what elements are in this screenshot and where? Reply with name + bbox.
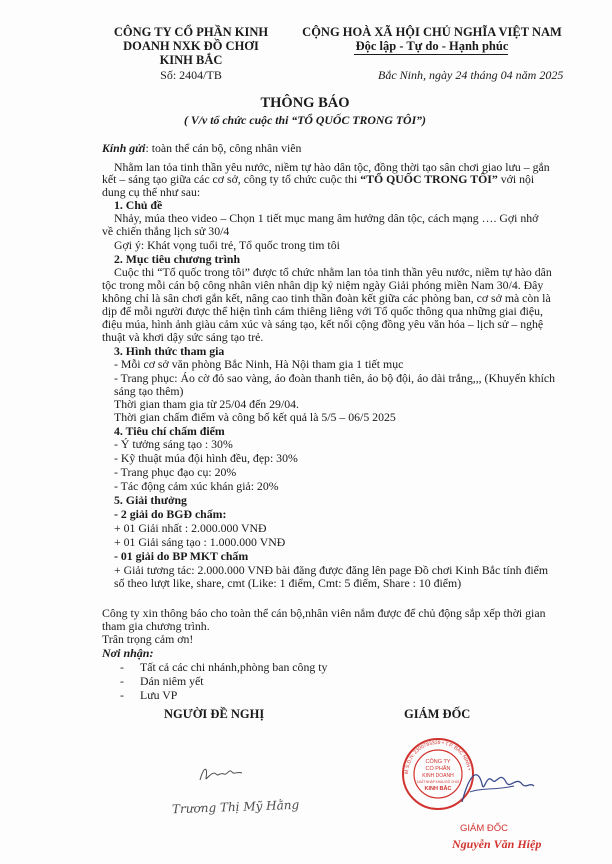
section-2-line-1: Cuộc thi “Tổ quốc trong tôi” được tổ chức nhằm lan tỏa tinh thần yêu nước, niềm tự hào dân	[114, 265, 552, 279]
prize-item: + Giải tương tác: 2.000.000 VNĐ bài đăng được đăng lên page Đồ chơi Kinh Bắc tính điểm	[114, 563, 549, 577]
intro-line-3: dung cụ thể như sau:	[102, 185, 201, 199]
section-2-line-3: không chỉ là sân chơi gắn kết, nâng cao tinh thần đoàn kết giữa các phòng ban, cơ sở mà còn là	[102, 291, 551, 305]
criteria-item: - Kỹ thuật múa đội hình đều, đẹp: 30%	[114, 451, 298, 465]
criteria-item: - Tác động cảm xúc khán giả: 20%	[114, 479, 279, 493]
intro-line-1: Nhằm lan tỏa tinh thần yêu nước, niềm tự hào dân tộc, đồng thời tạo sân chơi giao lưu – gắn	[114, 160, 550, 174]
section-2-line-5: điệu múa, hình ảnh giàu cảm xúc và sáng tạo, kết nối cộng đồng yêu văn hóa – lịch sử – nghệ	[102, 317, 544, 331]
section-1-heading: 1. Chủ đề	[114, 198, 163, 212]
greeting-text: : toàn thể cán bộ, công nhân viên	[145, 141, 302, 155]
seal-text: CỔ PHẦN	[425, 766, 451, 772]
seal-text: KINH BẮC	[424, 786, 452, 792]
document-number: Số: 2404/TB	[160, 68, 222, 82]
section-5-heading: 5. Giải thưởng	[114, 493, 187, 507]
company-name-line1: CÔNG TY CỔ PHẦN KINH	[113, 25, 269, 39]
section-3-line-4: Thời gian tham gia từ 25/04 đến 29/04.	[114, 397, 299, 411]
prize-group-bgd: - 2 giải do BGĐ chấm:	[114, 507, 227, 521]
section-3-line-5: Thời gian chấm điểm và công bố kết quả là 5/5 – 06/5 2025	[114, 410, 396, 424]
section-3-heading: 3. Hình thức tham gia	[114, 344, 225, 358]
section-2-line-4: dịp để mỗi người được thể hiện tình cảm thiêng liêng với Tổ quốc thông qua những giai điệu,	[102, 304, 543, 318]
motto-underline	[354, 54, 508, 55]
prize-item: + 01 Giải nhất : 2.000.000 VNĐ	[114, 521, 267, 535]
nation-title: CỘNG HOÀ XÃ HỘI CHỦ NGHĨA VIỆT NAM	[302, 25, 562, 39]
recipients-heading: Nơi nhận:	[102, 646, 154, 660]
place-date: Bắc Ninh, ngày 24 tháng 04 năm 2025	[378, 68, 564, 82]
recipient-item: Lưu VP	[140, 688, 178, 702]
proposer-name-handwritten: Trương Thị Mỹ Hằng	[171, 797, 300, 817]
seal-text: KINH DOANH	[422, 773, 454, 779]
director-signature	[456, 762, 536, 814]
section-1-line-3: Gợi ý: Khát vọng tuổi trẻ, Tổ quốc trong tim tôi	[114, 238, 340, 252]
nation-motto: Độc lập - Tự do - Hạnh phúc	[355, 39, 509, 53]
seal-ring-text: M.S.D.N: 2300783329 • T.P. BẮC NINH •	[403, 739, 472, 775]
seal-text: XUẤT NHẬP KHẨU ĐỒ CHƠI	[416, 780, 460, 784]
section-3-line-2: - Trang phục: Áo cờ đỏ sao vàng, áo đoàn thanh tiên, áo bộ đội, áo dài trắng,,, (Khuyến khích	[114, 371, 555, 385]
recipient-item: Tất cả các chi nhánh,phòng ban công ty	[140, 660, 328, 674]
director-title: GIÁM ĐỐC	[404, 707, 471, 721]
prize-item: + 01 Giải sáng tạo : 1.000.000 VNĐ	[114, 535, 286, 549]
document-subtitle: ( V/v tổ chức cuộc thi “TỔ QUỐC TRONG TÔI”)	[183, 113, 426, 127]
document-title: THÔNG BÁO	[260, 95, 350, 111]
closing-line-1: Công ty xin thông báo cho toàn thể cán bộ,nhân viên nắm được để chủ động sắp xếp thời gian	[102, 606, 546, 620]
proposer-title: NGƯỜI ĐỀ NGHỊ	[164, 707, 265, 721]
section-3-line-1: - Mỗi cơ sở văn phòng Bắc Ninh, Hà Nội tham gia 1 tiết mục	[114, 357, 404, 371]
intro-text: kết – sáng tạo giữa các cơ sở, công ty tổ chức cuộc thi	[102, 172, 361, 186]
director-name: Nguyễn Văn Hiệp	[452, 837, 542, 851]
company-name-line2: DOANH NXK ĐỒ CHƠI	[123, 39, 259, 53]
company-name-block	[108, 25, 274, 67]
section-4-heading: 4. Tiêu chí chấm điểm	[114, 424, 225, 438]
seal-text: CÔNG TY	[425, 759, 451, 765]
criteria-item: - Ý tưởng sáng tạo : 30%	[114, 437, 233, 451]
closing-line-2: tham gia chương trình.	[102, 619, 210, 633]
criteria-item: - Trang phục đạo cụ: 20%	[114, 465, 237, 479]
section-3-line-3: sáng tạo thêm)	[114, 384, 184, 398]
recipient-bullet: -	[120, 660, 124, 674]
section-2-line-2: tộc trong mỗi cán bộ công nhân viên nhân dịp kỷ niệm ngày Giải phóng miền Nam 30/4. Đây	[102, 278, 544, 292]
section-1-line-2: về chiến thắng lịch sử 30/4	[102, 224, 230, 238]
recipient-bullet: -	[120, 688, 124, 702]
greeting-label: Kính gửi	[102, 141, 146, 155]
section-2-heading: 2. Mục tiêu chương trình	[114, 252, 241, 266]
section-2-line-6: thuật và khơi dậy sức sáng tạo trẻ.	[102, 330, 264, 344]
company-name-line3: KINH BẮC	[159, 53, 223, 67]
recipient-item: Dán niêm yết	[140, 674, 204, 688]
proposer-initial-signature	[196, 762, 246, 786]
prize-item-cont: số theo lượt like, share, cmt (Like: 1 điểm, Cmt: 5 điểm, Share : 10 điểm)	[114, 576, 462, 590]
greeting	[102, 141, 301, 156]
recipient-bullet: -	[120, 674, 124, 688]
contest-name: “TỔ QUỐC TRONG TÔI”	[360, 172, 498, 186]
closing-line-3: Trân trọng cảm ơn!	[102, 632, 194, 646]
intro-text-end: với nội	[497, 172, 535, 186]
director-label: GIÁM ĐỐC	[460, 823, 509, 834]
prize-group-mkt: - 01 giải do BP MKT chấm	[114, 549, 249, 563]
section-1-line-1: Nhảy, múa theo video – Chọn 1 tiết mục mang âm hưởng dân tộc, cách mạng …. Gợi nhớ	[114, 211, 539, 225]
